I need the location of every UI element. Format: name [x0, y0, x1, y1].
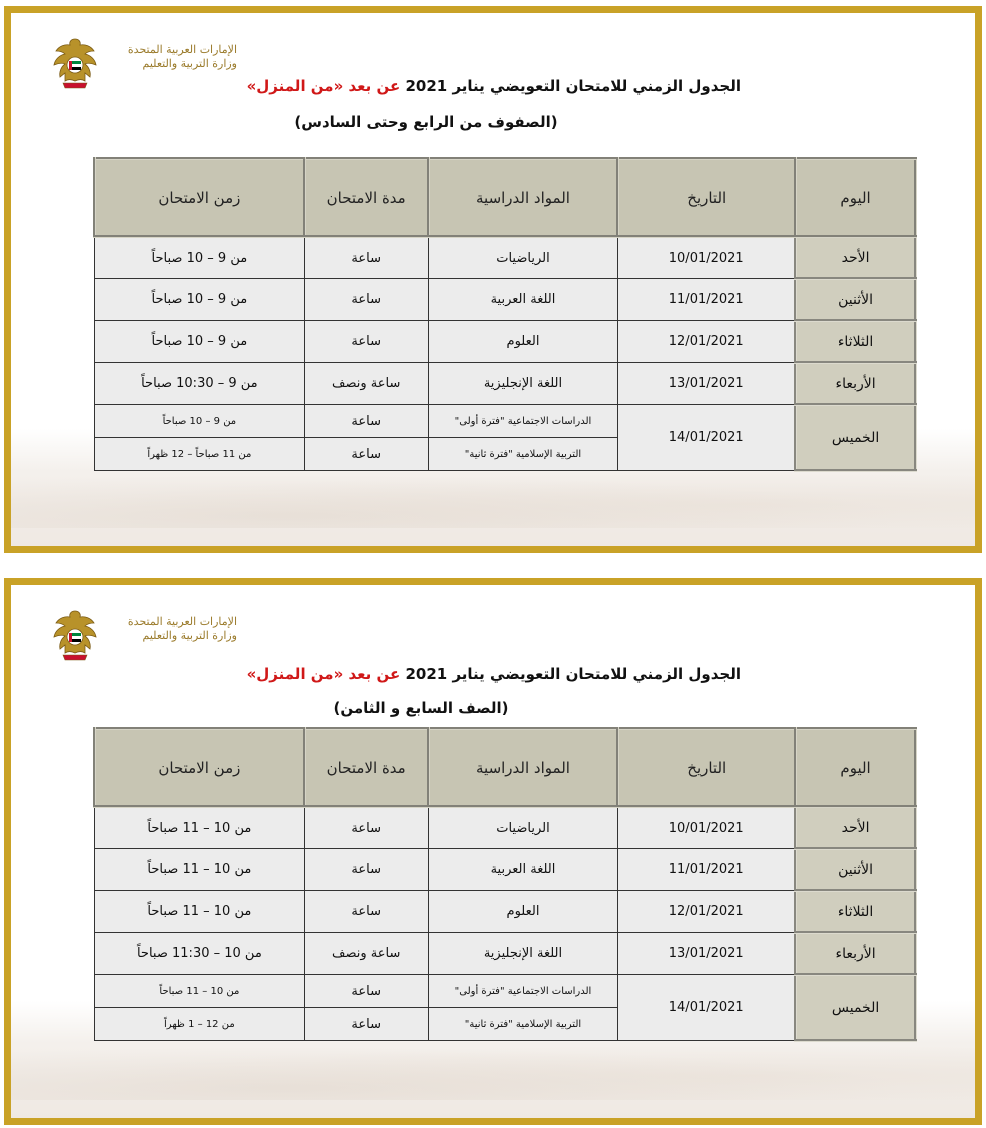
time-cell: من 9 – 10:30 صباحاً — [95, 363, 305, 405]
subject-cell: التربية الإسلامية "فترة ثانية" — [428, 1008, 618, 1041]
header-time: زمن الامتحان — [95, 729, 305, 807]
schedule-title — [161, 665, 741, 683]
time-cell: من 10 – 11 صباحاً — [95, 891, 305, 933]
exam-schedule-table — [93, 727, 917, 1042]
duration-cell: ساعة — [304, 405, 428, 438]
date-cell: 11/01/2021 — [618, 849, 796, 891]
schedule-panel-grades-4-6 — [4, 6, 982, 553]
day-cell: الخميس — [796, 975, 916, 1041]
duration-cell: ساعة ونصف — [304, 933, 428, 975]
title-remote-note: عن بعد «من المنزل» — [246, 665, 401, 683]
duration-cell: ساعة — [304, 237, 428, 279]
duration-cell: ساعة — [304, 279, 428, 321]
uae-emblem-icon — [51, 35, 99, 91]
subject-cell: التربية الإسلامية "فترة ثانية" — [428, 438, 618, 471]
date-cell: 14/01/2021 — [618, 975, 796, 1041]
header-day: اليوم — [796, 729, 916, 807]
duration-cell: ساعة — [304, 807, 428, 849]
ministry-logo — [51, 607, 241, 667]
date-cell: 12/01/2021 — [618, 891, 796, 933]
date-cell: 13/01/2021 — [618, 363, 796, 405]
table-header-row — [95, 159, 916, 237]
day-cell: الأثنين — [796, 279, 916, 321]
header-subject: المواد الدراسية — [428, 159, 618, 237]
date-cell: 10/01/2021 — [618, 237, 796, 279]
subject-cell: العلوم — [428, 321, 618, 363]
header-day: اليوم — [796, 159, 916, 237]
time-cell: من 10 – 11 صباحاً — [95, 975, 305, 1008]
schedule-panel-grades-7-8 — [4, 578, 982, 1125]
time-cell: من 9 – 10 صباحاً — [95, 405, 305, 438]
header-subject: المواد الدراسية — [428, 729, 618, 807]
subject-cell: الرياضيات — [428, 807, 618, 849]
uae-emblem-icon — [51, 607, 99, 663]
table-row — [95, 279, 916, 321]
header-time: زمن الامتحان — [95, 159, 305, 237]
table-row-thursday-period — [95, 405, 916, 438]
header-date: التاريخ — [618, 159, 796, 237]
logo-line-country: الإمارات العربية المتحدة — [127, 615, 237, 628]
time-cell: من 9 – 10 صباحاً — [95, 321, 305, 363]
time-cell: من 12 – 1 ظهراً — [95, 1008, 305, 1041]
subject-cell: اللغة الإنجليزية — [428, 933, 618, 975]
grades-subtitle: (الصفوف من الرابع وحتى السادس) — [294, 113, 558, 131]
subject-cell: اللغة الإنجليزية — [428, 363, 618, 405]
logo-line-ministry: وزارة التربية والتعليم — [142, 629, 237, 642]
duration-cell: ساعة — [304, 849, 428, 891]
duration-cell: ساعة — [304, 975, 428, 1008]
table-row — [95, 363, 916, 405]
subject-cell: الدراسات الاجتماعية "فترة أولى" — [428, 975, 618, 1008]
title-remote-note: عن بعد «من المنزل» — [246, 77, 401, 95]
day-cell: الثلاثاء — [796, 321, 916, 363]
schedule-title — [161, 77, 741, 95]
header-duration: مدة الامتحان — [304, 729, 428, 807]
header-date: التاريخ — [618, 729, 796, 807]
logo-line-ministry: وزارة التربية والتعليم — [142, 57, 237, 70]
title-main: الجدول الزمني للامتحان التعويضي يناير 2021 — [405, 77, 741, 95]
time-cell: من 10 – 11:30 صباحاً — [95, 933, 305, 975]
subject-cell: الدراسات الاجتماعية "فترة أولى" — [428, 405, 618, 438]
table-row-thursday-period — [95, 975, 916, 1008]
date-cell: 14/01/2021 — [618, 405, 796, 471]
time-cell: من 10 – 11 صباحاً — [95, 807, 305, 849]
time-cell: من 9 – 10 صباحاً — [95, 237, 305, 279]
title-main: الجدول الزمني للامتحان التعويضي يناير 2021 — [405, 665, 741, 683]
subject-cell: اللغة العربية — [428, 279, 618, 321]
date-cell: 12/01/2021 — [618, 321, 796, 363]
day-cell: الأحد — [796, 237, 916, 279]
date-cell: 11/01/2021 — [618, 279, 796, 321]
subject-cell: الرياضيات — [428, 237, 618, 279]
table-row — [95, 321, 916, 363]
duration-cell: ساعة — [304, 438, 428, 471]
day-cell: الثلاثاء — [796, 891, 916, 933]
table-row — [95, 849, 916, 891]
logo-line-country: الإمارات العربية المتحدة — [127, 43, 237, 56]
time-cell: من 9 – 10 صباحاً — [95, 279, 305, 321]
date-cell: 10/01/2021 — [618, 807, 796, 849]
table-row — [95, 807, 916, 849]
time-cell: من 11 صباحاً – 12 ظهراً — [95, 438, 305, 471]
table-row — [95, 891, 916, 933]
header-duration: مدة الامتحان — [304, 159, 428, 237]
duration-cell: ساعة — [304, 891, 428, 933]
day-cell: الأربعاء — [796, 933, 916, 975]
table-row — [95, 933, 916, 975]
day-cell: الأربعاء — [796, 363, 916, 405]
table-header-row — [95, 729, 916, 807]
day-cell: الأحد — [796, 807, 916, 849]
subject-cell: العلوم — [428, 891, 618, 933]
subject-cell: اللغة العربية — [428, 849, 618, 891]
day-cell: الخميس — [796, 405, 916, 471]
grades-subtitle: (الصف السابع و الثامن) — [333, 699, 509, 717]
day-cell: الأثنين — [796, 849, 916, 891]
duration-cell: ساعة — [304, 321, 428, 363]
date-cell: 13/01/2021 — [618, 933, 796, 975]
table-row — [95, 237, 916, 279]
exam-schedule-table — [93, 157, 917, 472]
duration-cell: ساعة — [304, 1008, 428, 1041]
duration-cell: ساعة ونصف — [304, 363, 428, 405]
time-cell: من 10 – 11 صباحاً — [95, 849, 305, 891]
